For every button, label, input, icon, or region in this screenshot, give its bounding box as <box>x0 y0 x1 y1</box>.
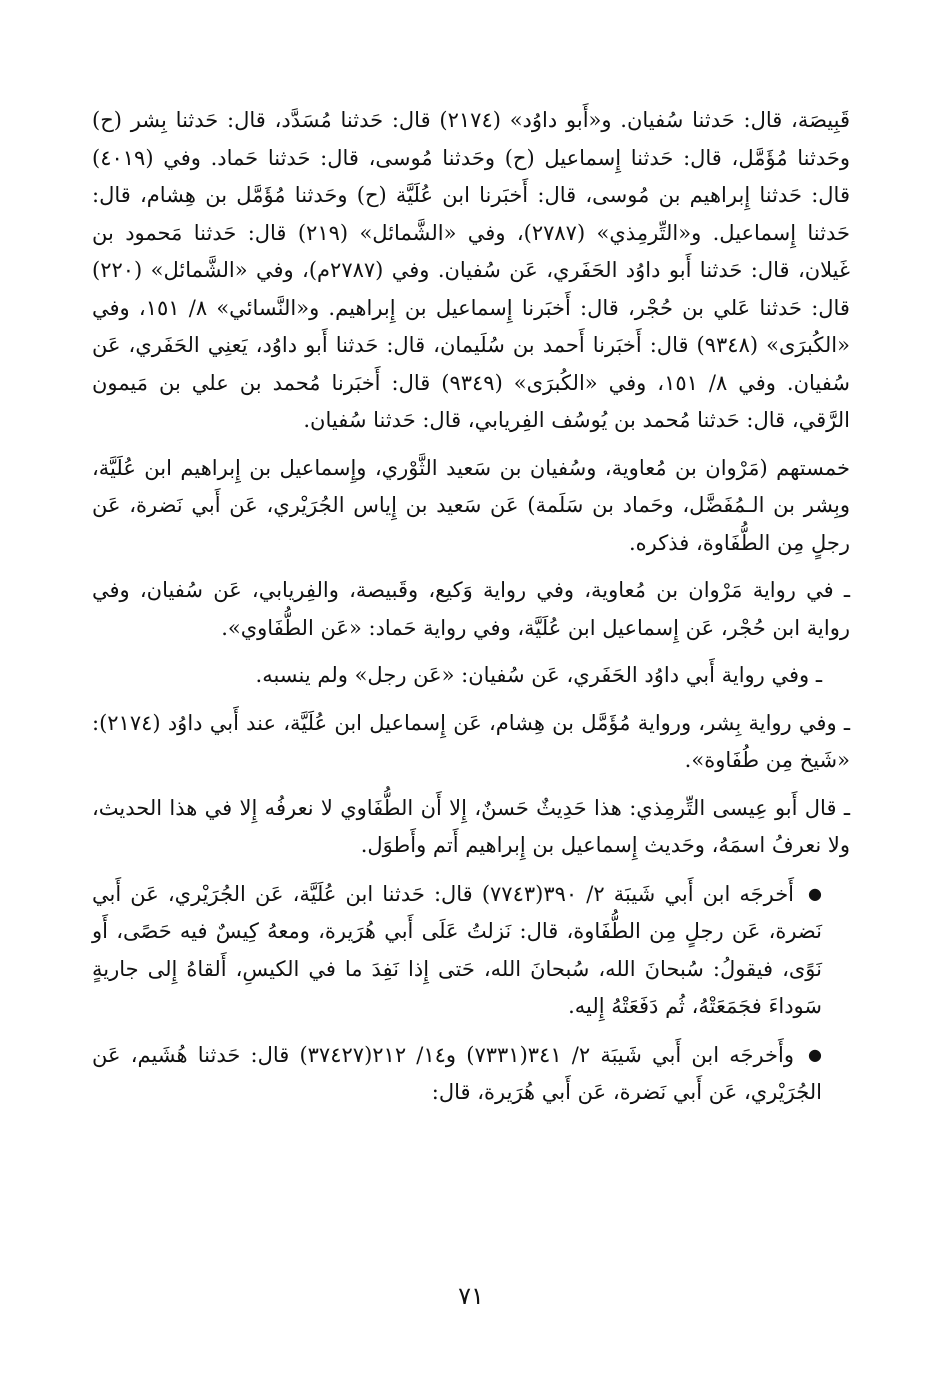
bullet-icon: ● <box>808 883 822 903</box>
page-number: ٧١ <box>458 1282 484 1310</box>
paragraph <box>92 790 850 865</box>
paragraph-text: قَبِيصَة، قال: حَدثنا سُفيان. و«أَبو داوُد» (٢١٧٤) قال: حَدثنا مُسَدَّد، قال: حَدثنا بِشر (ح) وحَدثنا مُؤَمَّل، قال: حَدثنا إِسماعيل (ح) وحَدثنا مُوسى، قال: حَدثنا حَماد. وفي (٤٠١٩) قال: حَدثنا إِبراهيم بن مُوسى، قال: أَخبَرنا ابن عُلَيَّة (ح) وحَدثنا مُؤَمَّل بن هِشام، قال: حَدثنا إِسماعيل. و«التِّرمِذي» (٢٧٨٧)، وفي «الشَّمائل» (٢١٩) قال: حَدثنا مَحمود بن غَيلان، قال: حَدثنا أَبو داوُد الحَفَري، عَن سُفيان. وفي (٢٧٨٧م)، وفي «الشَّمائل» (٢٢٠) قال: حَدثنا عَلي بن حُجْر، قال: أَخبَرنا إِسماعيل بن إِبراهيم. و«النَّسائي» ٨/ ١٥١، وفي «الكُبرَى» (٩٣٤٨) قال: أَخبَرنا أَحمد بن سُلَيمان، قال: حَدثنا أَبو داوُد، يَعنِي الحَفَري، عَن سُفيان. وفي ٨/ ١٥١، وفي «الكُبرَى» (٩٣٤٩) قال: أَخبَرنا مُحمد بن علي بن مَيمون الرَّقي، قال: حَدثنا مُحمد بن يُوسُف الفِريابي، قال: حَدثنا سُفيان. <box>92 108 851 432</box>
paragraph <box>92 657 850 695</box>
bullet-paragraph <box>92 1036 850 1112</box>
bullet-icon: ● <box>808 1044 822 1064</box>
body-text <box>92 102 850 1112</box>
paragraph-text: ـ وفي رواية بِشر، ورواية مُؤَمَّل بن هِشام، عَن إِسماعيل ابن عُلَيَّة، عند أَبي داوُد (٢١٧٤): «شَيخ مِن طُفَاوة». <box>92 710 850 772</box>
paragraph <box>92 450 850 563</box>
paragraph-text: وأَخرجَه ابن أَبي شَيبَة ٢/ ٣٤١(٧٣٣١) و١٤/ ٢١٢(٣٧٤٢٧) قال: حَدثنا هُشَيم، عَن الجُرَيْري، عَن أَبي نَضرة، عَن أَبي هُرَيرة، قال: <box>92 1042 822 1104</box>
paragraph-text: ـ قال أَبو عِيسى التِّرمِذي: هذا حَدِيثٌ حَسنٌ، إِلا أَن الطُّفَاوي لا نعرفُه إِلا في هذا الحديث، ولا نعرفُ اسمَهُ، وحَديث إِسماعيل بن إِبراهيم أَتم وأَطوَل. <box>92 795 850 857</box>
paragraph <box>92 705 850 780</box>
paragraph-text: أَخرجَه ابن أَبي شَيبَة ٢/ ٣٩٠(٧٧٤٣) قال: حَدثنا ابن عُلَيَّة، عَن الجُرَيْري، عَن أَبي نَضرة، عَن رجلٍ مِن الطُّفَاوة، قال: نَزلتُ عَلَى أَبي هُرَيرة، ومعهُ كِيسٌ فيه حَصًى، أَو نَوًى، فيقولُ: سُبحانَ الله، سُبحانَ الله، حَتى إِذا نَفِدَ ما في الكيسِ، أَلقاهُ إِلى جاريةٍ سَوداءَ فجَمَعَتْهُ، ثُم دَفَعَتْهُ إِليه. <box>92 881 822 1018</box>
paragraph <box>92 572 850 647</box>
bullet-paragraph <box>92 875 850 1026</box>
paragraph-text: ـ وفي رواية أَبي داوُد الحَفَري، عَن سُفيان: «عَن رجل» ولم ينسبه. <box>255 663 822 687</box>
paragraph-text: ـ في رواية مَرْوان بن مُعاوية، وفي رواية وَكيع، وقَبيصة، والفِريابي، عَن سُفيان، وفي رواية ابن حُجْر، عَن إِسماعيل ابن عُلَيَّة، وفي رواية حَماد: «عَن الطُّفَاوي». <box>92 578 850 640</box>
paragraph <box>92 102 850 440</box>
paragraph-text: خمستهم (مَرْوان بن مُعاوية، وسُفيان بن سَعيد الثَّوْري، وإِسماعيل بن إِبراهيم ابن عُلَيَّة، وبِشر بن الـمُفَضَّل، وحَماد بن سَلَمة) عَن سَعيد بن إِياس الجُرَيْري، عَن أَبي نَضرة، عَن رجلٍ مِن الطُّفَاوة، فذكره. <box>92 455 850 555</box>
